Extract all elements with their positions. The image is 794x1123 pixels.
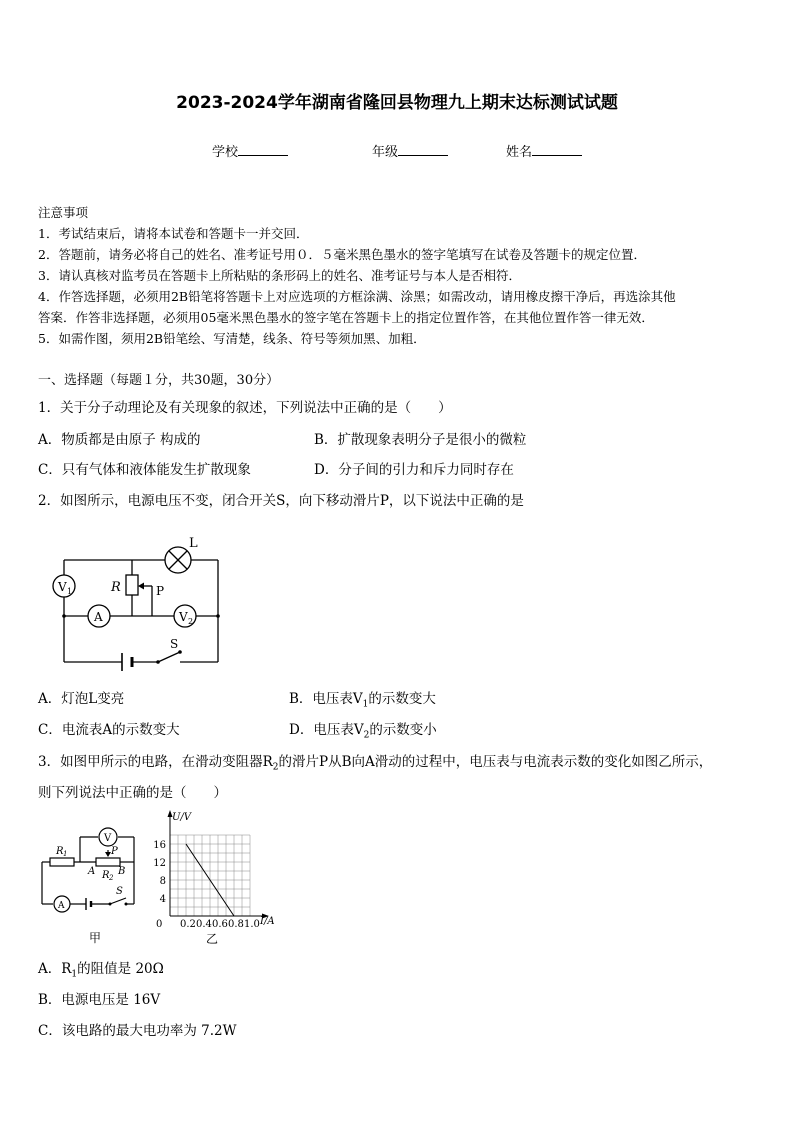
note-item: 4．作答选择题，必须用2B铅笔将答题卡上对应选项的方框涂满、涂黑；如需改动，请用橡皮擦干净后，再选涂其他 xyxy=(38,289,676,304)
label-v2-sub: 2 xyxy=(188,617,194,626)
q1-stem: 1．关于分子动理论及有关现象的叙述，下列说法中正确的是（ ） xyxy=(38,400,452,416)
note-item: 5．如需作图，须用2B铅笔绘、写清楚，线条、符号等须加黑、加粗． xyxy=(38,331,426,346)
y-tick-label: 8 xyxy=(159,876,166,887)
q3-option-b: B．电源电压是 16V xyxy=(38,992,161,1008)
note-item: 3．请认真核对监考员在答题卡上所粘贴的条形码上的姓名、准考证号与本人是否相符． xyxy=(38,268,521,283)
label-r2: R xyxy=(102,870,110,881)
notes-heading: 注意事项 xyxy=(38,205,89,220)
q2-circuit-diagram xyxy=(40,528,240,673)
page-title: 2023-2024学年湖南省隆回县物理九上期末达标测试试题 xyxy=(176,93,618,113)
x-axis-label: I/A xyxy=(260,916,275,927)
y-axis-label: U/V xyxy=(172,812,192,823)
label-point-b: B xyxy=(118,866,126,877)
label-l: L xyxy=(189,536,198,551)
label-ammeter: A xyxy=(58,901,65,911)
label-v1: V xyxy=(58,580,67,594)
label-v1-sub: 1 xyxy=(67,587,73,596)
grade-field: 年级 xyxy=(372,141,448,160)
note-item: 2．答题前，请务必将自己的姓名、准考证号用０．５毫米黑色墨水的签字笔填写在试卷及答题卡的规定位置． xyxy=(38,247,646,262)
q2-option-d: D．电压表$V_2$的示数变小 xyxy=(289,722,437,741)
q2-option-c: C．电流表A的示数变大 xyxy=(38,722,180,738)
q2-stem: 2．如图所示，电源电压不变，闭合开关S，向下移动滑片P，以下说法中正确的是 xyxy=(38,493,524,509)
label-r: R xyxy=(111,580,121,595)
x-tick-label: 0.2 xyxy=(180,919,196,930)
note-item: 1．考试结束后，请将本试卷和答题卡一并交回． xyxy=(38,226,309,241)
q3-option-c: C．该电路的最大电功率为 7.2W xyxy=(38,1023,237,1039)
name-field: 姓名 xyxy=(506,141,582,160)
note-item: 答案．作答非选择题，必须用05毫米黑色墨水的签字笔在答题卡上的指定位置作答，在其他位置作答一律无效． xyxy=(38,310,654,325)
section-heading: 一、选择题（每题１分，共30题，30分） xyxy=(38,373,280,388)
label-ammeter: A xyxy=(94,610,103,624)
q3-stem: 3．如图甲所示的电路，在滑动变阻器$R_2$的滑片P从B向A滑动的过程中，电压表与电流表示数的变化如图乙所示， xyxy=(38,754,713,773)
q3-stem-line2: 则下列说法中正确的是（ ） xyxy=(38,785,227,801)
y-tick-label: 4 xyxy=(159,894,166,905)
caption-jia: 甲 xyxy=(89,931,102,945)
label-p: P xyxy=(111,846,118,857)
label-r2-sub: 2 xyxy=(109,874,114,882)
x-tick-label: 0.4 xyxy=(196,919,212,930)
label-v: V xyxy=(104,833,112,844)
q2-option-a: A．灯泡L变亮 xyxy=(38,691,125,707)
x-tick-label: 1.0 xyxy=(244,919,260,930)
q3-graph-yi xyxy=(140,808,290,953)
label-r1: R xyxy=(56,846,64,857)
x-tick-label: 0 xyxy=(156,919,163,930)
label-point-a: A xyxy=(88,866,96,877)
label-v2: V xyxy=(179,610,188,624)
y-tick-label: 16 xyxy=(153,840,166,851)
label-p: P xyxy=(156,584,165,598)
x-tick-label: 0.6 xyxy=(212,919,228,930)
q1-option-a: A．物质都是由原子 构成的 xyxy=(38,432,201,448)
label-r1-sub: 1 xyxy=(63,850,68,858)
x-tick-label: 0.8 xyxy=(228,919,244,930)
school-field: 学校 xyxy=(212,141,288,160)
q1-option-c: C．只有气体和液体能发生扩散现象 xyxy=(38,462,251,478)
q1-option-b: B．扩散现象表明分子是很小的微粒 xyxy=(314,432,527,448)
q3-circuit-jia xyxy=(38,818,148,948)
y-tick-label: 12 xyxy=(153,858,166,869)
label-s: S xyxy=(116,886,123,897)
q2-option-b: B．电压表$V_1$的示数变大 xyxy=(289,691,436,710)
label-s: S xyxy=(170,637,179,651)
q1-option-d: D．分子间的引力和斥力同时存在 xyxy=(314,462,514,478)
q3-option-a: A．$R_1$的阻值是 20Ω xyxy=(38,961,164,980)
caption-yi: 乙 xyxy=(206,932,219,946)
